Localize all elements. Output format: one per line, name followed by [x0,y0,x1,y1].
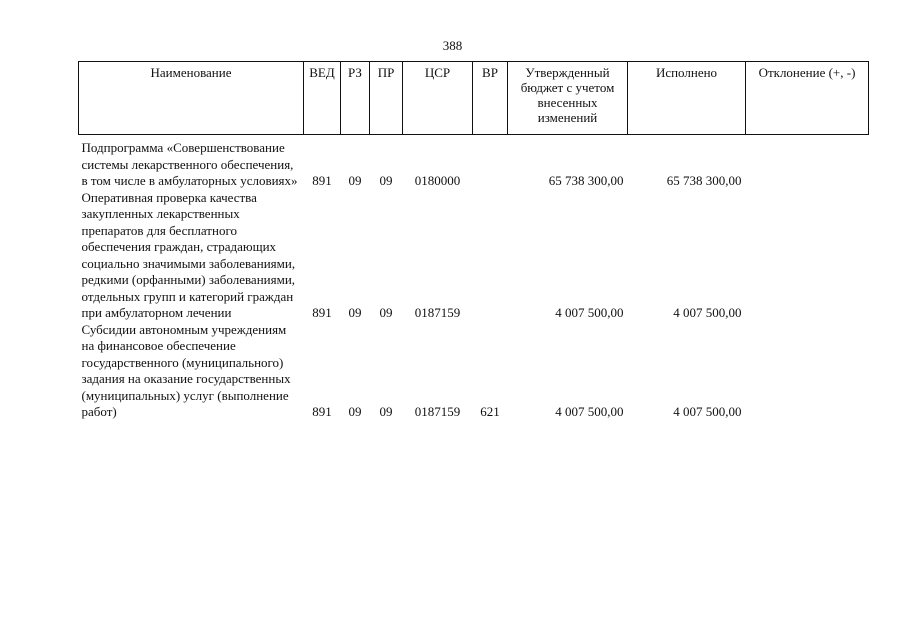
header-executed: Исполнено [628,62,746,135]
row-csr: 0187159 [414,305,461,320]
budget-table [78,61,869,421]
row-pr: 09 [379,404,393,419]
header-deviation: Отклонение (+, -) [746,62,869,135]
row-ved: 891 [312,305,332,320]
header-ved: ВЕД [304,62,341,135]
row-approved: 4 007 500,00 [555,305,624,320]
row-deviation [746,322,869,421]
row-rz: 09 [348,305,362,320]
row-vr [473,190,508,322]
row-executed: 65 738 300,00 [666,173,742,188]
row-approved: 4 007 500,00 [555,404,624,419]
table-header-row [79,62,869,135]
header-name: Наименование [79,62,304,135]
row-pr: 09 [379,305,393,320]
row-rz: 09 [348,404,362,419]
page-number: 388 [442,38,463,53]
row-rz: 09 [348,173,362,188]
row-deviation [746,190,869,322]
header-csr: ЦСР [403,62,473,135]
table-row [79,190,869,322]
header-vr: ВР [473,62,508,135]
row-deviation [746,135,869,190]
row-approved: 65 738 300,00 [548,173,624,188]
row-vr [473,135,508,190]
header-rz: РЗ [341,62,370,135]
table-row [79,322,869,421]
header-approved: Утвержденный бюджет с учетом внесенных изменений [508,62,628,135]
row-vr: 621 [480,404,500,419]
table-row [79,135,869,190]
row-name: Субсидии автономным учреждениям на финансовое обеспечение государственного (муниципального) задания на оказание государственных (муниципальных) услуг (выполнение работ) [81,321,291,419]
row-name: Оперативная проверка качества закупленных лекарственных препаратов для бесплатного обеспечения граждан, страдающих социально значимыми заболеваниями, редкими (орфанными) заболеваниями, отдельных групп и категорий граждан при амбулаторном лечении [81,189,296,320]
row-pr: 09 [379,173,393,188]
row-name: Подпрограмма «Совершенствование системы лекарственного обеспечения, в том числе в амбулаторных условиях» [81,140,298,188]
row-ved: 891 [312,404,332,419]
row-executed: 4 007 500,00 [673,305,742,320]
row-csr: 0187159 [414,404,461,419]
row-ved: 891 [312,173,332,188]
header-pr: ПР [370,62,403,135]
row-executed: 4 007 500,00 [673,404,742,419]
row-csr: 0180000 [414,173,461,188]
